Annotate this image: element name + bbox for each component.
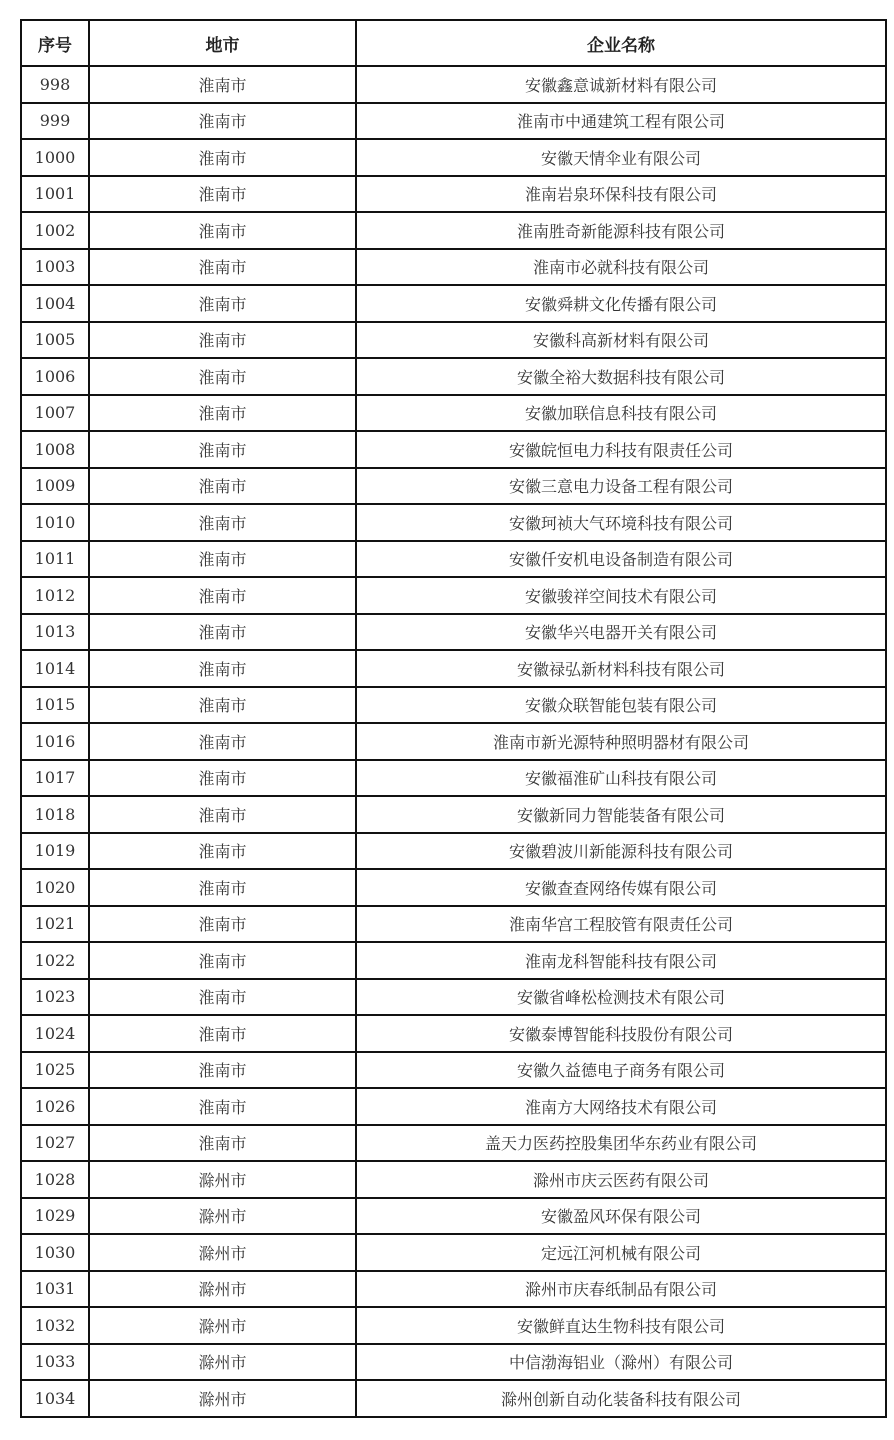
cell-index: 1008 (21, 431, 89, 468)
cell-company: 安徽碧波川新能源科技有限公司 (356, 833, 886, 870)
table-row (21, 906, 886, 943)
cell-company: 安徽仟安机电设备制造有限公司 (356, 541, 886, 578)
cell-index: 1004 (21, 285, 89, 322)
cell-index: 1031 (21, 1271, 89, 1308)
cell-city: 淮南市 (89, 176, 356, 213)
header-row (21, 20, 886, 66)
table-row (21, 541, 886, 578)
cell-index: 1027 (21, 1125, 89, 1162)
cell-city: 淮南市 (89, 942, 356, 979)
cell-company: 安徽盈风环保有限公司 (356, 1198, 886, 1235)
table-row (21, 395, 886, 432)
cell-company: 安徽众联智能包装有限公司 (356, 687, 886, 724)
cell-city: 淮南市 (89, 760, 356, 797)
cell-city: 淮南市 (89, 468, 356, 505)
cell-city: 淮南市 (89, 650, 356, 687)
table-row (21, 796, 886, 833)
cell-index: 999 (21, 103, 89, 140)
cell-city: 淮南市 (89, 723, 356, 760)
table-row (21, 833, 886, 870)
header-index: 序号 (21, 20, 89, 66)
cell-index: 1015 (21, 687, 89, 724)
cell-company: 中信渤海铝业（滁州）有限公司 (356, 1344, 886, 1381)
cell-company: 安徽科高新材料有限公司 (356, 322, 886, 359)
table-row (21, 760, 886, 797)
cell-index: 1013 (21, 614, 89, 651)
cell-company: 安徽查查网络传媒有限公司 (356, 869, 886, 906)
header-city: 地市 (89, 20, 356, 66)
cell-index: 998 (21, 66, 89, 103)
table-row (21, 687, 886, 724)
cell-city: 淮南市 (89, 103, 356, 140)
cell-company: 盖天力医药控股集团华东药业有限公司 (356, 1125, 886, 1162)
table-row (21, 358, 886, 395)
cell-index: 1033 (21, 1344, 89, 1381)
cell-index: 1005 (21, 322, 89, 359)
cell-company: 安徽全裕大数据科技有限公司 (356, 358, 886, 395)
cell-company: 淮南市中通建筑工程有限公司 (356, 103, 886, 140)
cell-index: 1021 (21, 906, 89, 943)
cell-city: 淮南市 (89, 139, 356, 176)
cell-index: 1034 (21, 1380, 89, 1417)
table-row (21, 176, 886, 213)
cell-index: 1030 (21, 1234, 89, 1271)
cell-city: 淮南市 (89, 833, 356, 870)
cell-city: 滁州市 (89, 1234, 356, 1271)
cell-company: 安徽鲜直达生物科技有限公司 (356, 1307, 886, 1344)
header-company: 企业名称 (356, 20, 886, 66)
cell-index: 1018 (21, 796, 89, 833)
cell-city: 淮南市 (89, 1015, 356, 1052)
cell-company: 安徽禄弘新材料科技有限公司 (356, 650, 886, 687)
cell-company: 淮南岩泉环保科技有限公司 (356, 176, 886, 213)
table-row (21, 650, 886, 687)
cell-company: 淮南市新光源特种照明器材有限公司 (356, 723, 886, 760)
cell-company: 安徽福淮矿山科技有限公司 (356, 760, 886, 797)
cell-index: 1006 (21, 358, 89, 395)
table-row (21, 1380, 886, 1417)
cell-company: 定远江河机械有限公司 (356, 1234, 886, 1271)
table-row (21, 979, 886, 1016)
cell-city: 淮南市 (89, 577, 356, 614)
table-row (21, 1234, 886, 1271)
table-row (21, 431, 886, 468)
table-row (21, 1088, 886, 1125)
cell-city: 淮南市 (89, 212, 356, 249)
cell-city: 淮南市 (89, 66, 356, 103)
cell-index: 1003 (21, 249, 89, 286)
cell-company: 安徽鑫意诚新材料有限公司 (356, 66, 886, 103)
cell-index: 1011 (21, 541, 89, 578)
table-row (21, 577, 886, 614)
cell-city: 淮南市 (89, 541, 356, 578)
cell-company: 淮南龙科智能科技有限公司 (356, 942, 886, 979)
cell-company: 淮南胜奇新能源科技有限公司 (356, 212, 886, 249)
cell-index: 1012 (21, 577, 89, 614)
cell-index: 1026 (21, 1088, 89, 1125)
table-row (21, 249, 886, 286)
cell-city: 淮南市 (89, 1052, 356, 1089)
table-row (21, 66, 886, 103)
cell-city: 淮南市 (89, 322, 356, 359)
table-body (21, 66, 886, 1417)
cell-company: 安徽珂祯大气环境科技有限公司 (356, 504, 886, 541)
cell-city: 滁州市 (89, 1271, 356, 1308)
cell-company: 滁州创新自动化装备科技有限公司 (356, 1380, 886, 1417)
cell-index: 1028 (21, 1161, 89, 1198)
cell-city: 淮南市 (89, 687, 356, 724)
cell-city: 淮南市 (89, 431, 356, 468)
cell-company: 安徽骏祥空间技术有限公司 (356, 577, 886, 614)
table-row (21, 723, 886, 760)
cell-company: 淮南华宫工程胶管有限责任公司 (356, 906, 886, 943)
cell-index: 1019 (21, 833, 89, 870)
cell-company: 淮南方大网络技术有限公司 (356, 1088, 886, 1125)
cell-index: 1017 (21, 760, 89, 797)
cell-company: 安徽华兴电器开关有限公司 (356, 614, 886, 651)
table-row (21, 468, 886, 505)
table-row (21, 614, 886, 651)
cell-city: 滁州市 (89, 1198, 356, 1235)
cell-index: 1007 (21, 395, 89, 432)
table-row (21, 1015, 886, 1052)
table-row (21, 285, 886, 322)
cell-city: 淮南市 (89, 285, 356, 322)
table-row (21, 942, 886, 979)
cell-index: 1023 (21, 979, 89, 1016)
cell-city: 滁州市 (89, 1307, 356, 1344)
cell-index: 1009 (21, 468, 89, 505)
table-row (21, 322, 886, 359)
table-row (21, 1307, 886, 1344)
cell-city: 淮南市 (89, 614, 356, 651)
cell-city: 淮南市 (89, 358, 356, 395)
cell-company: 安徽加联信息科技有限公司 (356, 395, 886, 432)
cell-city: 滁州市 (89, 1380, 356, 1417)
cell-company: 安徽久益德电子商务有限公司 (356, 1052, 886, 1089)
cell-index: 1029 (21, 1198, 89, 1235)
cell-index: 1010 (21, 504, 89, 541)
cell-index: 1022 (21, 942, 89, 979)
table-row (21, 1271, 886, 1308)
cell-city: 淮南市 (89, 869, 356, 906)
cell-city: 淮南市 (89, 1088, 356, 1125)
table-row (21, 212, 886, 249)
cell-city: 淮南市 (89, 504, 356, 541)
cell-company: 安徽皖恒电力科技有限责任公司 (356, 431, 886, 468)
cell-city: 淮南市 (89, 979, 356, 1016)
table-row (21, 869, 886, 906)
cell-city: 淮南市 (89, 796, 356, 833)
table-row (21, 1344, 886, 1381)
cell-company: 安徽三意电力设备工程有限公司 (356, 468, 886, 505)
cell-company: 淮南市必就科技有限公司 (356, 249, 886, 286)
table-row (21, 1198, 886, 1235)
cell-company: 滁州市庆春纸制品有限公司 (356, 1271, 886, 1308)
cell-index: 1001 (21, 176, 89, 213)
cell-city: 淮南市 (89, 906, 356, 943)
enterprise-table (20, 19, 887, 1418)
cell-company: 安徽舜耕文化传播有限公司 (356, 285, 886, 322)
table-row (21, 1161, 886, 1198)
cell-company: 安徽省峰松检测技术有限公司 (356, 979, 886, 1016)
cell-company: 安徽新同力智能装备有限公司 (356, 796, 886, 833)
table-row (21, 1125, 886, 1162)
table-row (21, 139, 886, 176)
cell-city: 淮南市 (89, 395, 356, 432)
cell-company: 安徽天情伞业有限公司 (356, 139, 886, 176)
cell-city: 淮南市 (89, 249, 356, 286)
cell-index: 1020 (21, 869, 89, 906)
cell-city: 滁州市 (89, 1161, 356, 1198)
table-row (21, 504, 886, 541)
cell-index: 1016 (21, 723, 89, 760)
table-row (21, 1052, 886, 1089)
cell-company: 安徽泰博智能科技股份有限公司 (356, 1015, 886, 1052)
cell-index: 1024 (21, 1015, 89, 1052)
cell-index: 1025 (21, 1052, 89, 1089)
cell-index: 1014 (21, 650, 89, 687)
cell-index: 1000 (21, 139, 89, 176)
cell-index: 1002 (21, 212, 89, 249)
cell-city: 淮南市 (89, 1125, 356, 1162)
cell-company: 滁州市庆云医药有限公司 (356, 1161, 886, 1198)
cell-city: 滁州市 (89, 1344, 356, 1381)
table-row (21, 103, 886, 140)
cell-index: 1032 (21, 1307, 89, 1344)
